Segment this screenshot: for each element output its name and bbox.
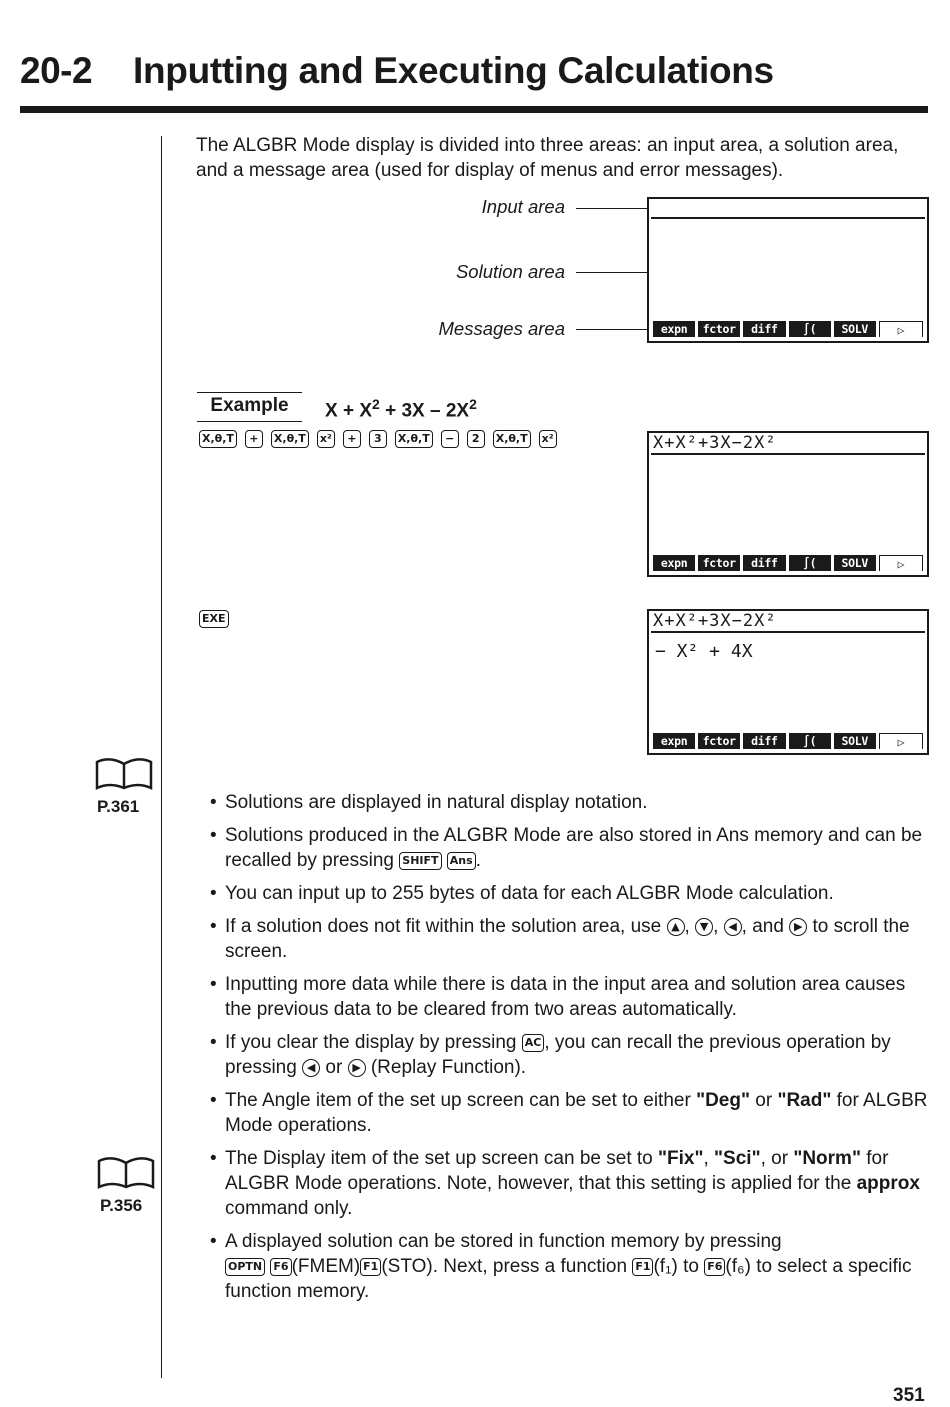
cursor-down-key-icon: ▼ (695, 918, 713, 936)
menu-key-integral: ∫( (789, 321, 831, 337)
function-menu (653, 555, 923, 571)
key-ac: AC (522, 1034, 545, 1052)
menu-key-solv: SOLV (834, 733, 876, 749)
menu-key-solv: SOLV (834, 321, 876, 337)
list-item: • You can input up to 255 bytes of data for each ALGBR Mode calculation. (210, 883, 834, 904)
list-item: • Solutions produced in the ALGBR Mode are also stored in Ans memory and can be recalled by pressing SHIFT Ans . (210, 825, 923, 871)
screen-input-expression: X+X²+3X−2X² (653, 433, 777, 453)
diagram-screen (647, 197, 929, 343)
example-screen-1 (647, 431, 929, 577)
input-divider (651, 631, 925, 633)
cursor-right-key-icon: ▶ (348, 1059, 366, 1077)
example-rule-bottom (197, 421, 302, 422)
key-f1: F1 (360, 1258, 381, 1276)
cursor-right-key-icon: ▶ (789, 918, 807, 936)
margin-rule (161, 136, 162, 1378)
menu-key-expn: expn (653, 321, 695, 337)
key-minus: − (441, 430, 459, 448)
menu-key-integral: ∫( (789, 555, 831, 571)
cursor-left-key-icon: ◀ (724, 918, 742, 936)
messages-area-leader (576, 329, 656, 330)
function-menu (653, 321, 923, 337)
key-x-squared: x² (539, 430, 557, 448)
cursor-left-key-icon: ◀ (302, 1059, 320, 1077)
list-item: • If you clear the display by pressing AC , you can recall the previous operation by pressing ◀ or ▶ (Replay Function). (210, 1032, 891, 1078)
menu-key-fctor: fctor (698, 555, 740, 571)
input-divider (651, 453, 925, 455)
input-area-label: Input area (481, 196, 565, 217)
exe-key-row (199, 610, 229, 628)
menu-key-more: ▷ (879, 321, 923, 337)
key-f1: F1 (632, 1258, 653, 1276)
screen-input-expression: X+X²+3X−2X² (653, 611, 777, 631)
list-item: • Solutions are displayed in natural display notation. (210, 792, 648, 813)
example-key-sequence (199, 430, 557, 448)
menu-key-solv: SOLV (834, 555, 876, 571)
cursor-up-key-icon: ▲ (667, 918, 685, 936)
key-x-squared: x² (317, 430, 335, 448)
notes-list (210, 790, 930, 1312)
menu-key-diff: diff (743, 733, 785, 749)
key-plus: + (245, 430, 263, 448)
menu-key-diff: diff (743, 555, 785, 571)
key-optn: OPTN (225, 1258, 265, 1276)
list-item: • The Angle item of the set up screen can be set to either "Deg" or "Rad" for ALGBR Mode operations. (210, 1090, 928, 1136)
key-xthetat: X,θ,T (395, 430, 433, 448)
key-plus: + (343, 430, 361, 448)
book-reference-icon (97, 1155, 155, 1189)
title-rule (20, 106, 928, 113)
key-f6: F6 (704, 1258, 725, 1276)
list-item: • Inputting more data while there is data in the input area and solution area causes the previous data to be cleared from two areas automatically. (210, 974, 906, 1020)
key-xthetat: X,θ,T (493, 430, 531, 448)
section-number: 20-2 (20, 50, 93, 91)
example-screen-2 (647, 609, 929, 755)
input-divider (651, 217, 925, 219)
list-item: • A displayed solution can be stored in function memory by pressing OPTN F6 (FMEM) F1 (STO). Next, press a function F1 (f₁) to F6 (f₆) to select a specific function memory. (210, 1231, 912, 1302)
section-title: Inputting and Executing Calculations (133, 50, 774, 91)
menu-key-more: ▷ (879, 555, 923, 571)
key-3: 3 (369, 430, 387, 448)
list-item: • The Display item of the set up screen can be set to "Fix", "Sci", or "Norm" for ALGBR Mode operations. Note, however, that this setting is applied for the approx command only. (210, 1148, 920, 1219)
menu-key-diff: diff (743, 321, 785, 337)
messages-area-label: Messages area (438, 318, 565, 339)
key-f6: F6 (270, 1258, 291, 1276)
menu-key-fctor: fctor (698, 321, 740, 337)
key-2: 2 (467, 430, 485, 448)
menu-key-expn: expn (653, 555, 695, 571)
key-exe: EXE (199, 610, 229, 628)
key-xthetat: X,θ,T (199, 430, 237, 448)
book-reference-icon (95, 756, 153, 790)
menu-key-expn: expn (653, 733, 695, 749)
key-ans: Ans (447, 852, 476, 870)
screen-solution: − X² + 4X (655, 641, 753, 662)
list-item: • If a solution does not fit within the solution area, use ▲ , ▼ , ◀ , and ▶ to scroll the screen. (210, 916, 910, 962)
menu-key-fctor: fctor (698, 733, 740, 749)
solution-area-label: Solution area (455, 261, 565, 282)
key-shift: SHIFT (399, 852, 441, 870)
page-reference[interactable]: P.356 (100, 1196, 143, 1215)
key-xthetat: X,θ,T (271, 430, 309, 448)
page-number: 351 (893, 1385, 925, 1406)
menu-key-more: ▷ (879, 733, 923, 749)
function-menu (653, 733, 923, 749)
example-label: Example (210, 395, 289, 416)
page-reference[interactable]: P.361 (97, 797, 140, 816)
intro-paragraph: The ALGBR Mode display is divided into three areas: an input area, a solution area, and a message area (used for display of menus and error messages). (196, 135, 899, 181)
menu-key-integral: ∫( (789, 733, 831, 749)
example-expression: $X + X^2 + 3X - 2X^2$ (325, 396, 477, 422)
